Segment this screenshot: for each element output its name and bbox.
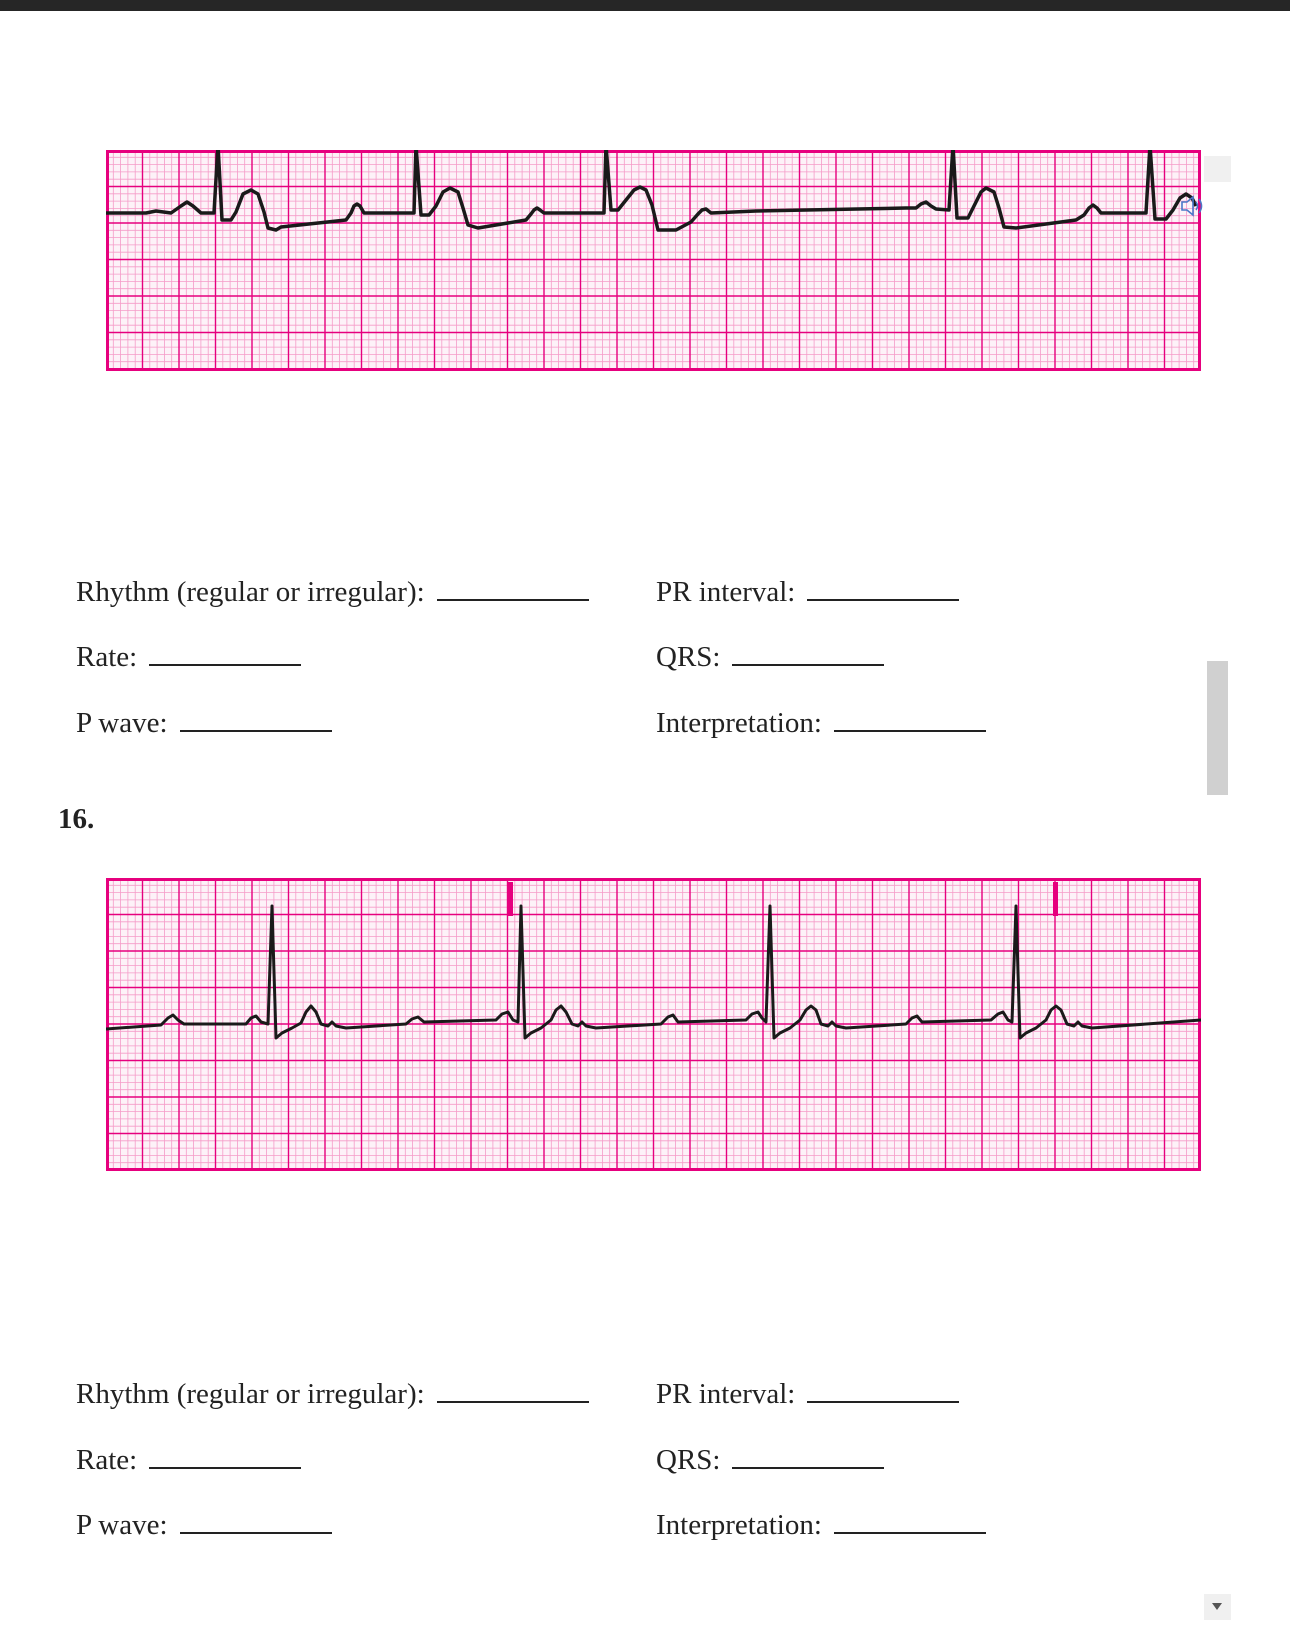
rate-answer-line[interactable] bbox=[149, 1443, 301, 1469]
p-wave-label: P wave: bbox=[76, 1509, 168, 1541]
ecg-grid-1 bbox=[106, 150, 1201, 371]
scroll-down-arrow-icon[interactable] bbox=[1204, 1594, 1231, 1620]
pr-interval-field-2 bbox=[656, 1377, 959, 1410]
strip-marker bbox=[1053, 882, 1058, 916]
rhythm-label: Rhythm (regular or irregular): bbox=[76, 576, 425, 608]
pr-interval-label: PR interval: bbox=[656, 1378, 796, 1410]
rhythm-label: Rhythm (regular or irregular): bbox=[76, 1378, 425, 1410]
ecg-strip-1-svg bbox=[106, 150, 1201, 371]
rate-label: Rate: bbox=[76, 1444, 138, 1476]
rate-field-2 bbox=[76, 1443, 301, 1476]
rhythm-answer-line[interactable] bbox=[437, 575, 589, 601]
scrollbar-track[interactable] bbox=[1204, 156, 1231, 182]
rhythm-field-2 bbox=[76, 1377, 589, 1410]
scrollbar-thumb[interactable] bbox=[1207, 661, 1228, 795]
speaker-icon[interactable] bbox=[1178, 192, 1206, 220]
ecg-strip-2-svg bbox=[106, 878, 1201, 1171]
ecg-strip-1 bbox=[106, 150, 1201, 371]
rate-label: Rate: bbox=[76, 641, 138, 673]
p-wave-label: P wave: bbox=[76, 707, 168, 739]
pr-interval-answer-line[interactable] bbox=[807, 575, 959, 601]
p-wave-answer-line[interactable] bbox=[180, 1508, 332, 1534]
pr-interval-label: PR interval: bbox=[656, 576, 796, 608]
interpretation-field-1 bbox=[656, 706, 986, 739]
interpretation-label: Interpretation: bbox=[656, 707, 822, 739]
question-number: 16. bbox=[58, 803, 95, 835]
pr-interval-field-1 bbox=[656, 575, 959, 608]
p-wave-answer-line[interactable] bbox=[180, 706, 332, 732]
qrs-field-2 bbox=[656, 1443, 884, 1476]
qrs-field-1 bbox=[656, 640, 884, 673]
rhythm-answer-line[interactable] bbox=[437, 1377, 589, 1403]
interpretation-label: Interpretation: bbox=[656, 1509, 822, 1541]
strip-marker bbox=[508, 882, 513, 916]
rate-answer-line[interactable] bbox=[149, 640, 301, 666]
rhythm-field-1 bbox=[76, 575, 589, 608]
pr-interval-answer-line[interactable] bbox=[807, 1377, 959, 1403]
qrs-label: QRS: bbox=[656, 1444, 721, 1476]
rate-field-1 bbox=[76, 640, 301, 673]
ecg-strip-2 bbox=[106, 878, 1201, 1171]
p-wave-field-2 bbox=[76, 1508, 332, 1541]
qrs-answer-line[interactable] bbox=[732, 1443, 884, 1469]
interpretation-answer-line[interactable] bbox=[834, 1508, 986, 1534]
qrs-answer-line[interactable] bbox=[732, 640, 884, 666]
qrs-label: QRS: bbox=[656, 641, 721, 673]
interpretation-answer-line[interactable] bbox=[834, 706, 986, 732]
window-top-bar bbox=[0, 0, 1290, 11]
p-wave-field-1 bbox=[76, 706, 332, 739]
interpretation-field-2 bbox=[656, 1508, 986, 1541]
